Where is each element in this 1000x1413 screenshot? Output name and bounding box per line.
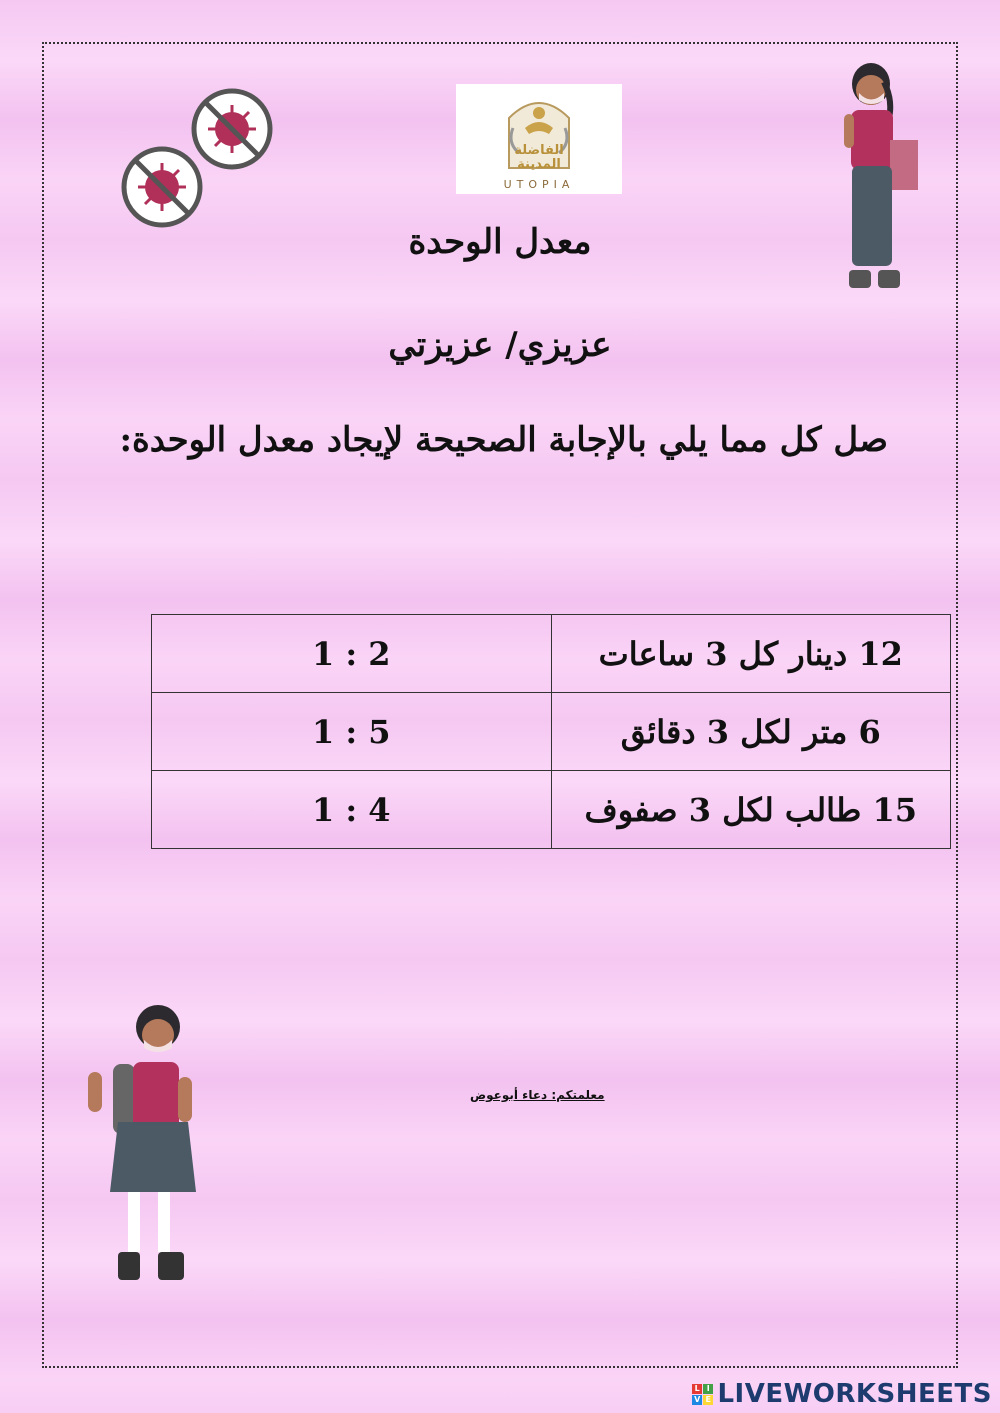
liveworksheets-brand[interactable]	[692, 1379, 992, 1409]
student-girl-thumbs-up-icon	[78, 1002, 210, 1292]
matching-table	[151, 614, 951, 849]
teacher-signature: معلمتكم: دعاء أبوعوض	[470, 1088, 605, 1102]
answer-cell[interactable]: 1 : 5	[152, 693, 552, 771]
logo-emblem-icon	[489, 88, 589, 178]
answer-cell[interactable]: 1 : 2	[152, 615, 552, 693]
prompt-cell[interactable]: 6 متر لكل 3 دقائق	[551, 693, 951, 771]
answer-cell[interactable]: 1 : 4	[152, 771, 552, 849]
no-virus-icon	[190, 87, 274, 171]
instruction-text: صل كل مما يلي بالإجابة الصحيحة لإيجاد معدل الوحدة:	[119, 420, 888, 460]
table-row	[152, 771, 951, 849]
student-girl-books-icon	[826, 62, 926, 302]
svg-text:الفاضلة: الفاضلة	[514, 142, 564, 158]
svg-text:المدينة: المدينة	[517, 156, 561, 172]
prompt-cell[interactable]: 12 دينار كل 3 ساعات	[551, 615, 951, 693]
table-row	[152, 615, 951, 693]
prompt-cell[interactable]: 15 طالب لكل 3 صفوف	[551, 771, 951, 849]
greeting: عزيزي/ عزيزتي	[388, 325, 612, 365]
logo-latin-text: UTOPIA	[503, 177, 575, 191]
school-logo	[456, 84, 622, 194]
liveworksheets-badge-icon: L I V E	[692, 1384, 713, 1405]
table-row	[152, 693, 951, 771]
brand-name: LIVEWORKSHEETS	[717, 1379, 992, 1409]
page-title: معدل الوحدة	[408, 222, 592, 262]
